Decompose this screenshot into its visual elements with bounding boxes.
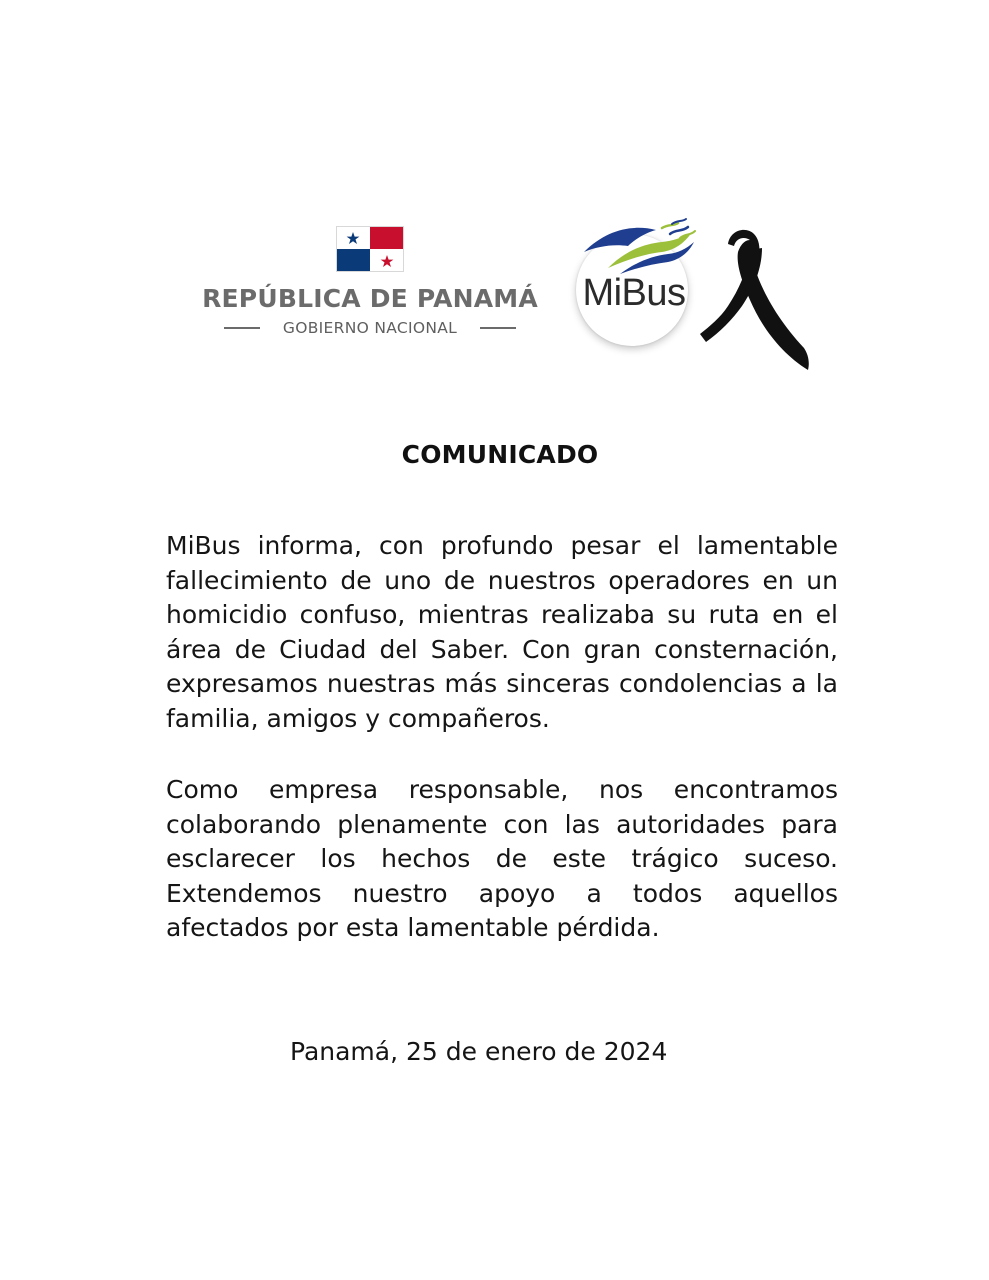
- document-title: COMUNICADO: [401, 440, 599, 469]
- subtitle-right-rule: [480, 327, 516, 329]
- panama-flag-icon: [336, 226, 404, 272]
- body-paragraph-1: MiBus informa, con profundo pesar el lamentable fallecimiento de uno de nuestros operadores en un homicidio confuso, mientras realizaba su ruta en el área de Ciudad del Saber. Con gran consternación, expresamos nuestras más sinceras condolencias a la familia, amigos y compañeros.: [166, 531, 838, 733]
- mibus-logo: [572, 208, 822, 373]
- government-subtitle-row: [224, 318, 516, 338]
- government-subtitle: GOBIERNO NACIONAL: [282, 319, 458, 337]
- government-logo: [200, 220, 540, 350]
- government-title: REPÚBLICA DE PANAMÁ: [202, 284, 538, 313]
- subtitle-left-rule: [224, 327, 260, 329]
- header-logos: [0, 0, 989, 400]
- black-ribbon-icon: [692, 224, 812, 372]
- mibus-logo-text: MiBus: [582, 272, 686, 314]
- body-paragraph-2: Como empresa responsable, nos encontramos colaborando plenamente con las autoridades para esclarecer los hechos de este trágico suceso. Extendemos nuestro apoyo a todos aquellos afectados por esta lamentable pérdida.: [166, 775, 838, 943]
- mibus-waves-icon: [578, 216, 696, 278]
- date-line: Panamá, 25 de enero de 2024: [290, 1037, 668, 1066]
